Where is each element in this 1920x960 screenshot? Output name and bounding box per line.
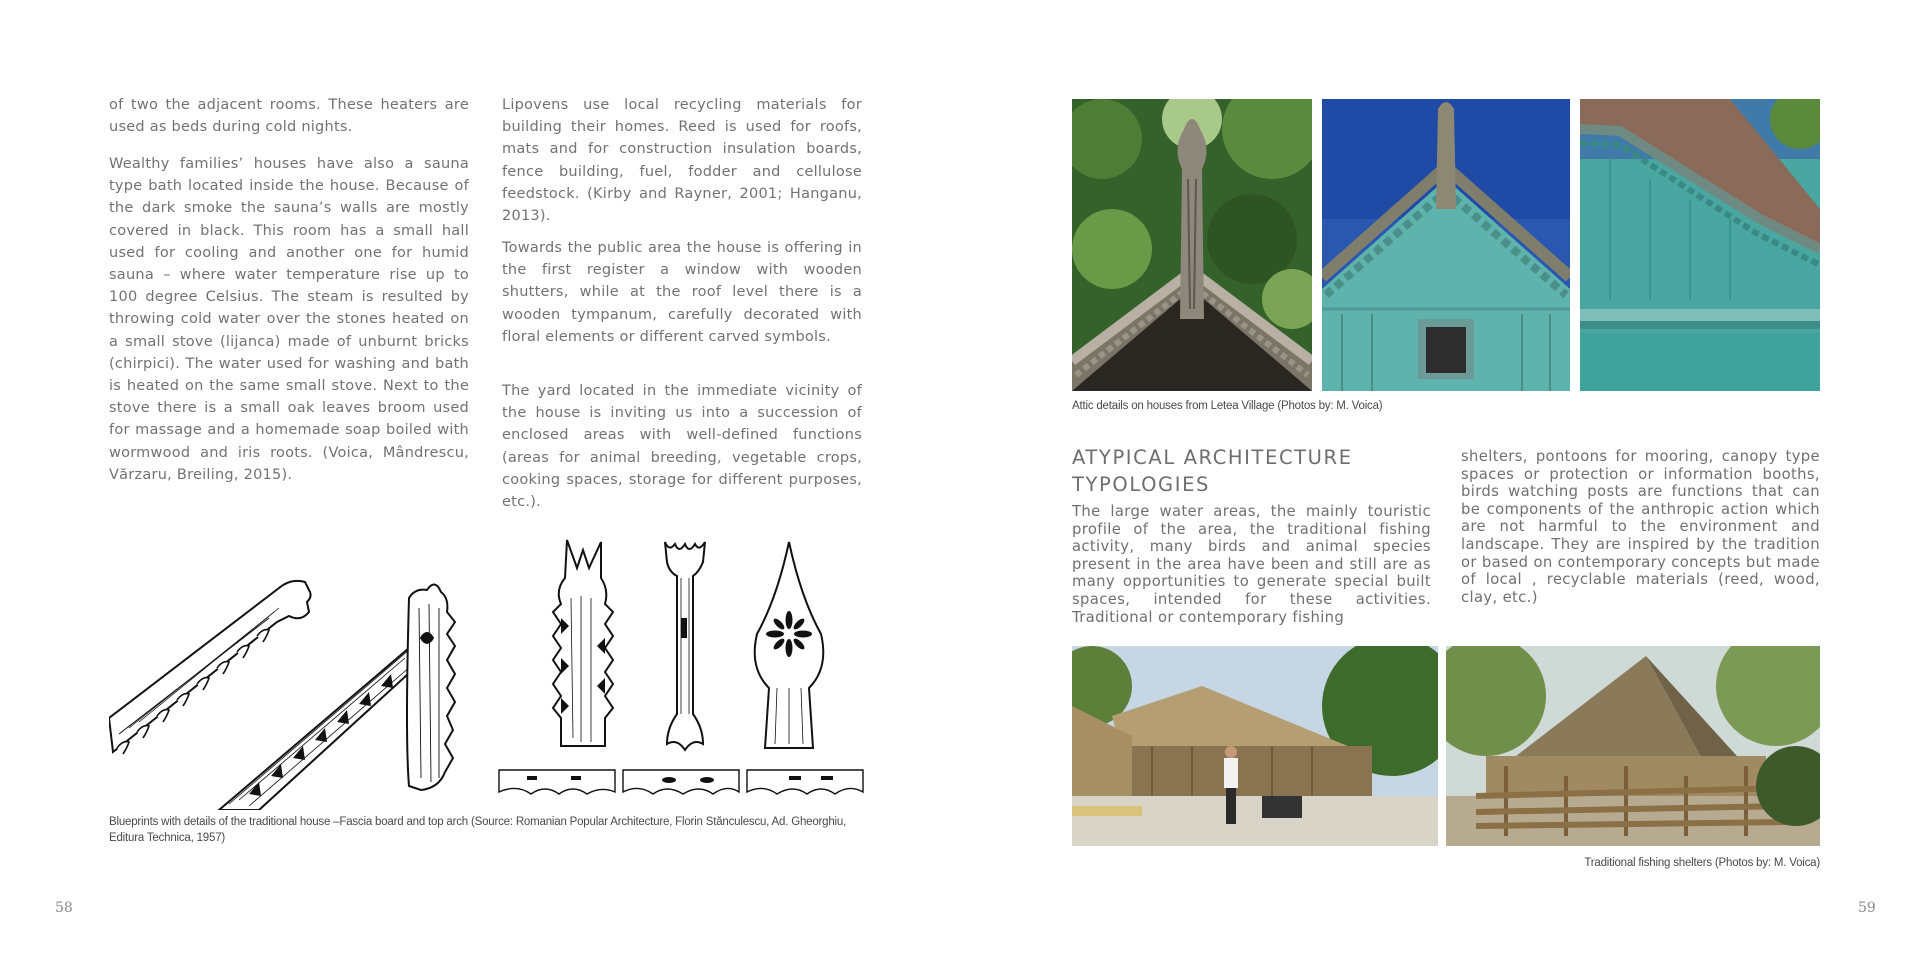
col2-paragraph-2: Towards the public area the house is offering in the first register a window with wooden shutters, while at the roof level there is a wooden tympanum, carefully decorated with floral elements or different carved symbols. <box>502 240 862 345</box>
page-number-right: 59 <box>1858 900 1876 916</box>
section-body-column-2: shelters, pontoons for mooring, canopy type spaces or protection or information booths, birds watching posts are functions that can be components of the anthropic action which are not harmful to the environment and landscape. They are inspired by the tradition or based on contemporary concepts but made of local , recyclable materials (reed, wood, clay, etc.) <box>1461 448 1820 606</box>
col2-paragraph-3: The yard located in the immediate vicinity of the house is inviting us into a succession of enclosed areas with well-defined functions (areas for animal breeding, vegetable crops, cooking spaces, storage for different purposes, etc.). <box>502 383 862 511</box>
finial-drawing-a <box>553 540 613 746</box>
fishing-shelter-photo-2 <box>1446 646 1820 846</box>
finial-drawing-c <box>755 542 824 748</box>
attic-photo-wall <box>1580 99 1820 391</box>
fascia-board-drawing-1 <box>109 581 311 754</box>
fishing-shelters-caption: Traditional fishing shelters (Photos by: M. Voica) <box>1584 857 1820 869</box>
fishing-shelter-photo-1 <box>1072 646 1438 846</box>
board-strips-drawing <box>499 770 863 794</box>
blueprint-drawings <box>109 538 869 810</box>
attic-photo-finial <box>1072 99 1312 391</box>
attic-photo-gable <box>1322 99 1570 391</box>
page-number-left: 58 <box>55 900 73 916</box>
col2-paragraph-1: Lipovens use local recycling materials for building their homes. Reed is used for roofs, mats and for construction insulation boards, fence building, fuel, fodder and cellulose feedstock. (Kirby and Rayner, 2001; Hanganu, 2013). <box>502 97 862 225</box>
right-page <box>960 0 1920 960</box>
attic-photos-caption: Attic details on houses from Letea Village (Photos by: M. Voica) <box>1072 400 1383 412</box>
section-heading-line-1: ATYPICAL ARCHITECTURE <box>1072 446 1353 469</box>
section-body-column-1: The large water areas, the mainly touristic profile of the area, the traditional fishing activity, many birds and animal species present in the area have been and still are as many opportunities to generate special built spaces, intended for these activities. Traditional or contemporary fishing <box>1072 503 1431 626</box>
col1-paragraph-1: of two the adjacent rooms. These heaters are used as beds during cold nights. <box>109 97 469 136</box>
finial-drawing-b <box>665 542 705 750</box>
col1-paragraph-2: Wealthy families’ houses have also a sauna type bath located inside the house. Because of the dark smoke the sauna’s walls are mostly covered in black. This room has a small hall used for cooling and another one for humid sauna – where water temperature rise up to 100 degree Celsius. The steam is resulted by throwing cold water over the stones heated on a small stove (lijanca) made of unburnt bricks (chirpici). The water used for washing and bath is heated on the same small stove. Next to the stove there is a small oak leaves broom used for massage and a homemade soap boiled with wormwood and iris roots. (Voica, Mândrescu, Vărzaru, Breiling, 2015). <box>109 156 469 483</box>
section-heading-line-2: TYPOLOGIES <box>1072 473 1211 496</box>
drawing-caption: Blueprints with details of the traditional house –Fascia board and top arch (Source: Romanian Popular Architecture, Florin Stănculescu, Ad. Gheorghiu, Editura Technica, 1957) <box>109 816 847 844</box>
section-heading <box>1072 444 1432 498</box>
